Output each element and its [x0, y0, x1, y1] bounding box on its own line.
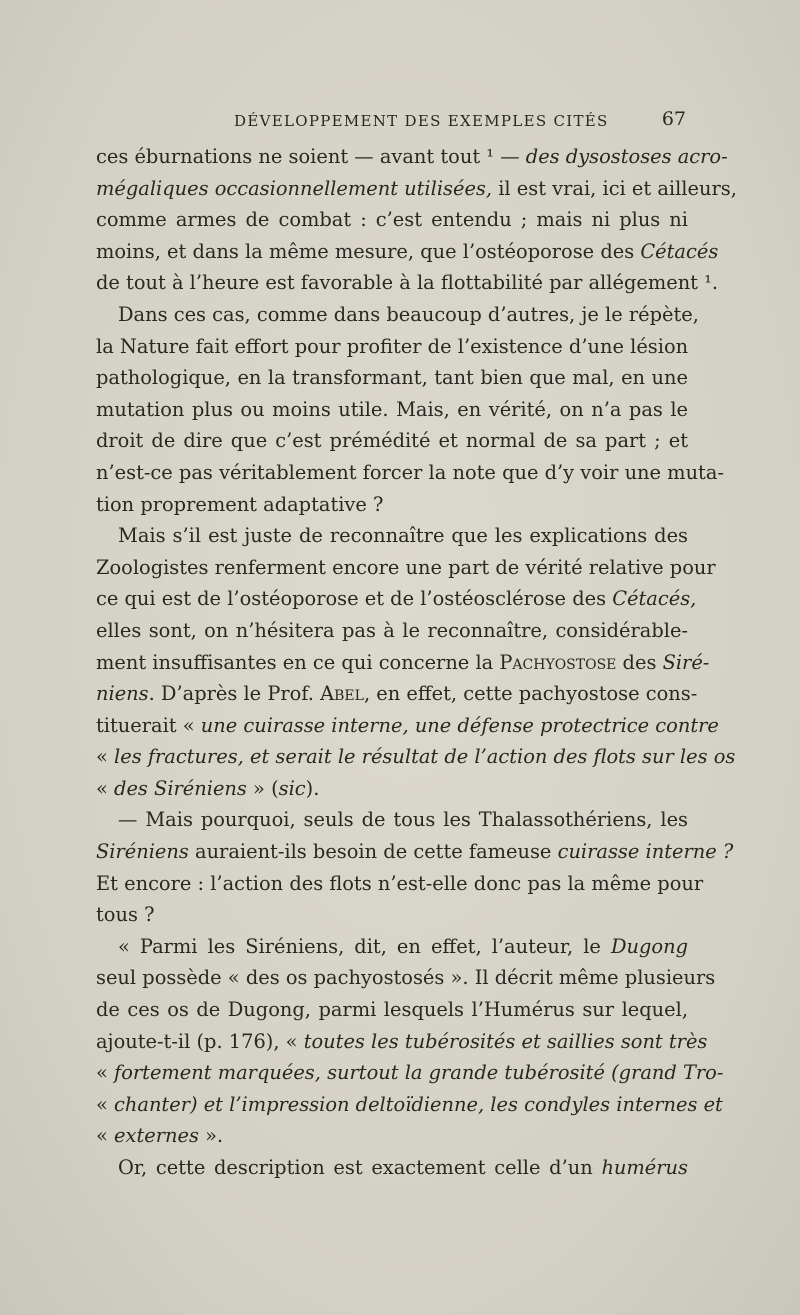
text-line: [96, 583, 697, 615]
text-segment: tion proprement adaptative ?: [96, 492, 384, 516]
text-segment: Mais s’il est juste de reconnaître que les explications des: [118, 524, 688, 548]
text-segment: — Mais pourquoi, seuls de tous les Thalassothériens, les: [118, 808, 688, 832]
text-segment: pathologique, en la transformant, tant bien que mal, en une: [96, 366, 688, 390]
text-segment: la Nature fait effort pour profiter de l’existence d’une lésion: [96, 334, 689, 358]
text-segment: ces éburnations ne soient — avant tout: [96, 145, 487, 168]
text-line: [96, 204, 688, 236]
text-segment: niens: [96, 682, 149, 706]
text-line: [96, 1089, 723, 1121]
text-line: [96, 552, 716, 584]
text-segment: ment insuffisantes en ce qui concerne la: [96, 650, 500, 674]
text-segment: humérus: [601, 1156, 688, 1179]
text-line: [96, 773, 688, 805]
text-segment: elles sont, on n’hésitera pas à le reconnaître, considérable-: [96, 618, 688, 642]
text-segment: tituerait «: [96, 713, 201, 737]
text-segment: . D’après le Prof.: [148, 682, 321, 706]
text-segment: une cuirasse interne, une défense protectrice contre: [200, 713, 719, 737]
text-line: [96, 173, 737, 205]
text-segment: ¹: [486, 145, 495, 168]
text-segment: des Siréniens: [114, 776, 247, 800]
text-segment: de tout à l’heure est favorable à la flottabilité par allégement ¹.: [96, 271, 719, 295]
text-line: [96, 1152, 688, 1184]
text-segment: Dans ces cas, comme dans beaucoup d’autres, je le répète,: [118, 302, 699, 326]
text-line: [96, 868, 704, 900]
text-segment: tous ?: [96, 903, 155, 927]
text-line: [96, 615, 688, 647]
text-segment: «: [96, 776, 115, 800]
text-segment: ce qui est de l’ostéoporose et de l’ostéosclérose des: [96, 587, 613, 611]
body-text: [96, 141, 737, 1184]
text-line: [96, 647, 710, 679]
text-segment: Zoologistes renferment encore une part de vérité relative pour: [96, 555, 716, 579]
text-segment: mutation plus ou moins utile. Mais, en vérité, on n’a pas le: [96, 397, 688, 421]
page-number: 67: [661, 108, 686, 130]
text-segment: Abel: [320, 682, 364, 706]
text-line: [96, 1026, 708, 1058]
text-line: [96, 425, 688, 457]
text-segment: Et encore : l’action des flots n’est-elle donc pas la même pour: [96, 871, 704, 895]
text-segment: chanter) et l’impression deltoïdienne, les condyles internes et: [114, 1092, 723, 1116]
text-segment: droit de dire que c’est prémédité et normal de sa part ; et: [96, 429, 688, 453]
text-line: [96, 299, 699, 331]
text-segment: seul possède « des os pachyostosés ». Il décrit même plusieurs: [96, 966, 716, 990]
text-segment: «: [96, 1092, 115, 1116]
text-line: [96, 394, 688, 426]
text-line: [96, 1057, 724, 1089]
text-segment: Dugong: [610, 934, 688, 958]
running-title: DÉVELOPPEMENT DES EXEMPLES CITÉS: [234, 112, 609, 130]
text-line: [96, 836, 734, 868]
text-segment: Siré-: [662, 650, 710, 674]
text-segment: moins, et dans la même mesure, que l’ostéoporose des: [96, 239, 641, 263]
text-line: [96, 362, 688, 394]
text-segment: Cétacés,: [612, 587, 697, 611]
text-segment: , en effet, cette pachyostose cons-: [363, 682, 698, 706]
text-segment: Pachyostose: [499, 650, 617, 674]
text-segment: des: [616, 650, 663, 674]
text-segment: mégaliques occasionnellement utilisées,: [96, 176, 493, 200]
text-segment: des dysostoses acro-: [525, 145, 728, 168]
text-line: [96, 962, 716, 994]
text-line: [96, 899, 688, 931]
text-segment: » (: [246, 776, 279, 800]
text-segment: toutes les tubérosités et saillies sont très: [303, 1029, 708, 1053]
text-segment: externes: [114, 1124, 199, 1148]
text-line: [96, 520, 688, 552]
text-line: [96, 331, 688, 363]
page-header: [96, 108, 688, 138]
text-line: [96, 267, 719, 299]
text-segment: fortement marquées, surtout la grande tubérosité (grand Tro-: [114, 1061, 724, 1085]
text-line: [96, 994, 688, 1026]
text-segment: Siréniens: [96, 840, 189, 864]
text-segment: ».: [198, 1124, 224, 1148]
text-line: [96, 141, 728, 173]
text-line: [96, 236, 719, 268]
text-line: [96, 457, 724, 489]
text-segment: cuirasse interne ?: [557, 840, 734, 864]
text-line: [96, 1120, 688, 1152]
text-segment: les fractures, et serait le résultat de l’action des flots sur les os: [114, 745, 736, 769]
text-segment: sic: [278, 776, 306, 800]
text-segment: ajoute-t-il (p. 176), «: [96, 1029, 304, 1053]
text-segment: ).: [305, 776, 320, 800]
text-line: [96, 489, 688, 521]
text-segment: «: [96, 1124, 115, 1148]
text-segment: Cétacés: [640, 239, 719, 263]
text-line: [96, 931, 688, 963]
text-segment: auraient-ils besoin de cette fameuse: [188, 840, 558, 864]
text-segment: —: [494, 145, 526, 168]
text-line: [96, 741, 736, 773]
text-segment: de ces os de Dugong, parmi lesquels l’Humérus sur lequel,: [96, 998, 688, 1022]
text-line: [96, 710, 719, 742]
text-segment: comme armes de combat : c’est entendu ; mais ni plus ni: [96, 208, 688, 232]
text-segment: «: [96, 745, 115, 769]
text-segment: « Parmi les Siréniens, dit, en effet, l’auteur, le: [118, 934, 611, 958]
text-line: [96, 804, 688, 836]
text-line: [96, 678, 698, 710]
text-segment: «: [96, 1061, 115, 1085]
text-segment: il est vrai, ici et ailleurs,: [492, 176, 737, 200]
text-segment: n’est-ce pas véritablement forcer la note que d’y voir une muta-: [96, 460, 724, 484]
text-segment: Or, cette description est exactement celle d’un: [118, 1156, 602, 1179]
